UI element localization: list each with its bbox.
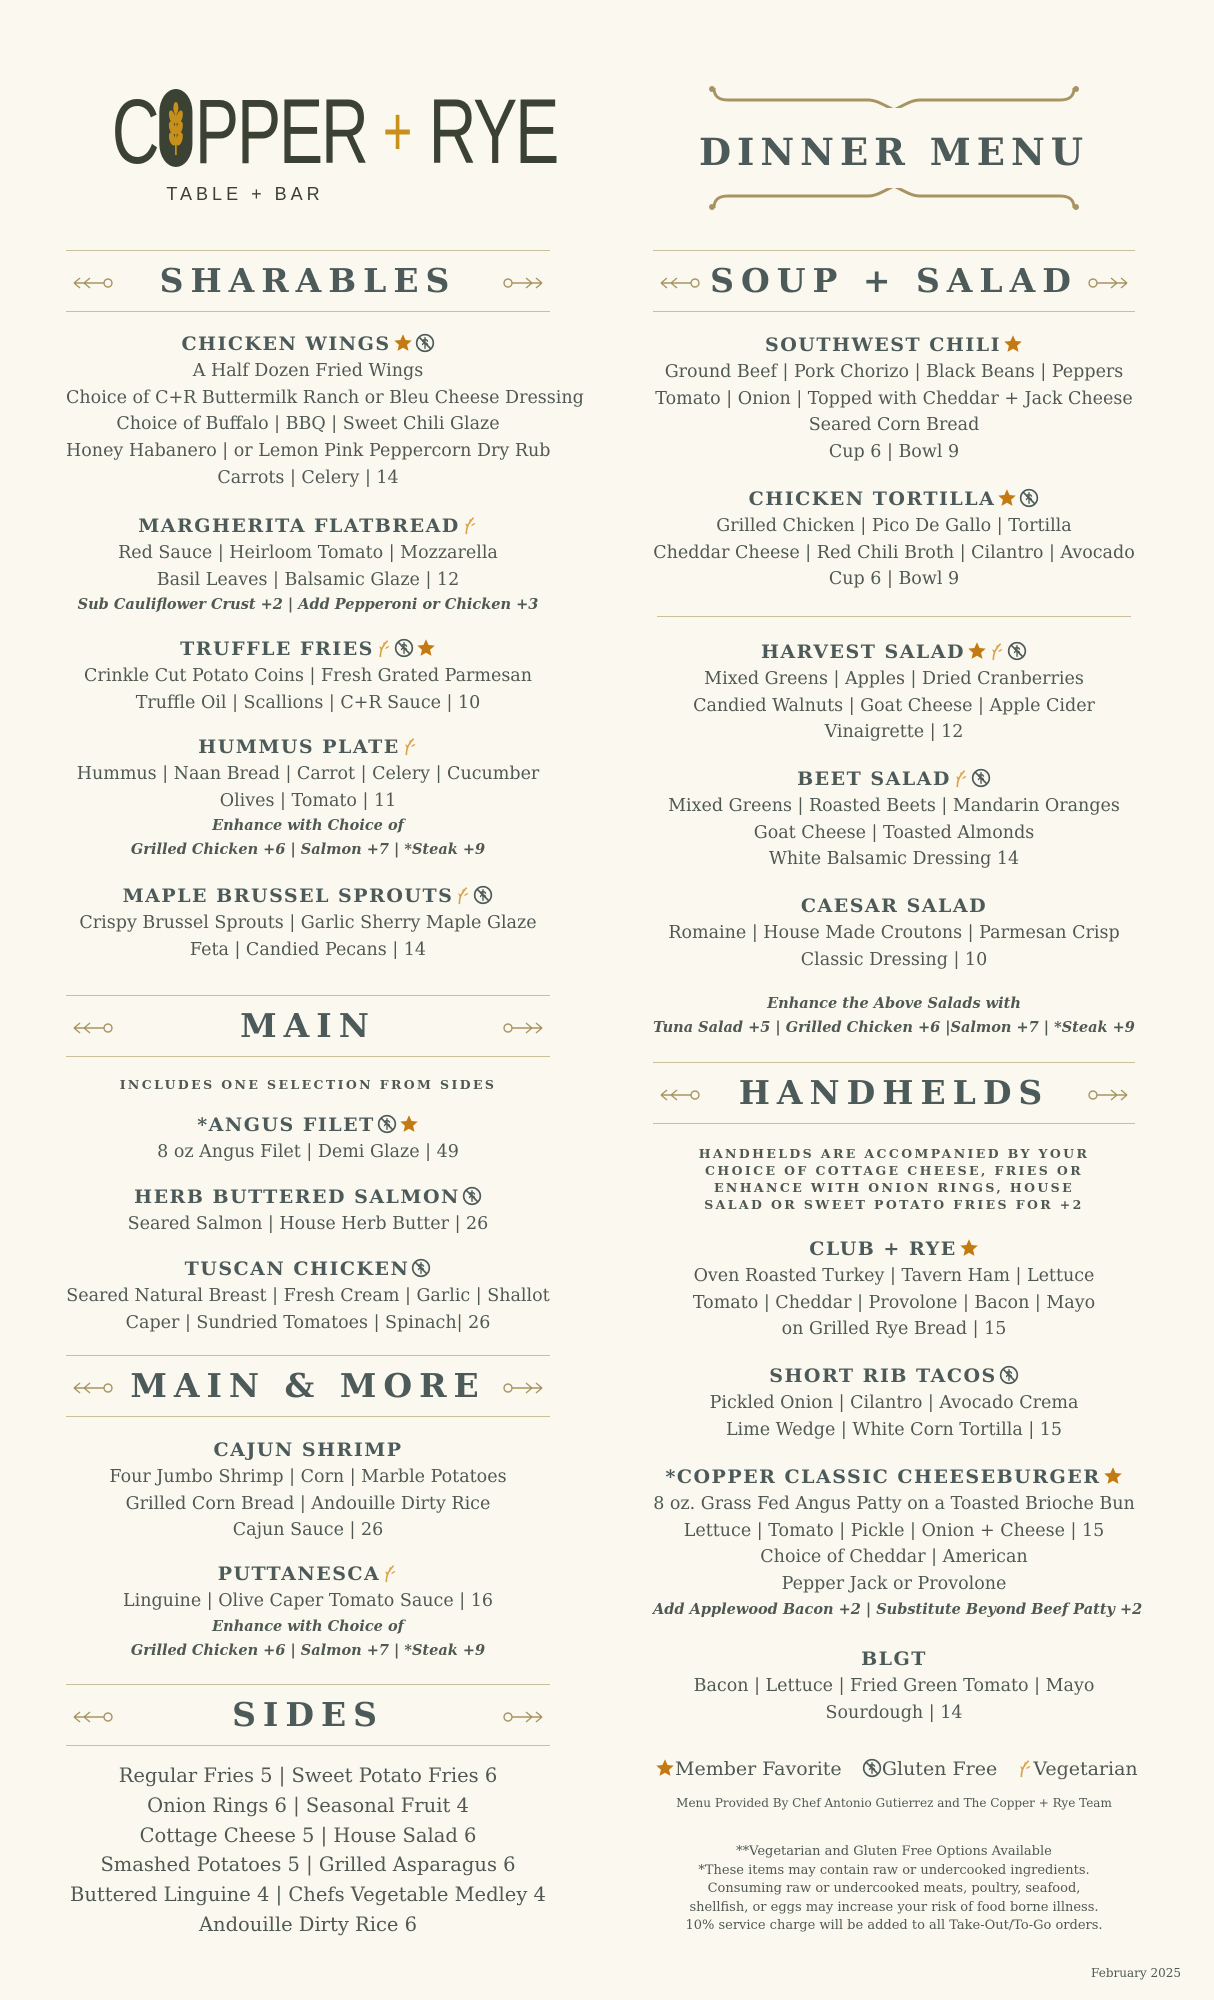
- gluten-free-icon: [411, 1258, 431, 1278]
- legend-favorite: Member Favorite: [675, 1758, 842, 1780]
- ornament-icon: [1085, 1087, 1129, 1106]
- item-desc: Choice of Cheddar | American: [760, 1547, 1028, 1568]
- item-desc: Red Sauce | Heirloom Tomato | Mozzarella: [118, 543, 498, 563]
- item-desc: Lime Wedge | White Corn Tortilla | 15: [725, 1419, 1063, 1440]
- menu-item-chicken-wings: [66, 330, 584, 492]
- section-title: HANDHELDS: [738, 1073, 1050, 1112]
- section-divider: [657, 616, 1131, 617]
- vegetarian-icon: [376, 638, 392, 658]
- icon-legend: [653, 1758, 1138, 1780]
- menu-item-caesar-salad: [653, 892, 1135, 973]
- item-name: TRUFFLE FRIES: [180, 638, 374, 660]
- menu-item-cajun-shrimp: [66, 1436, 550, 1544]
- icon-group: [997, 1365, 1019, 1387]
- item-name: BEET SALAD: [797, 768, 951, 790]
- gluten-free-icon: [971, 768, 991, 788]
- fine-print-line: 10% service charge will be added to all Take-Out/To-Go orders.: [685, 1918, 1103, 1933]
- item-desc: Seared Salmon | House Herb Butter | 26: [127, 1214, 489, 1234]
- item-desc: Sourdough | 14: [825, 1702, 963, 1723]
- star-icon: [967, 641, 987, 661]
- menu-item-copper-classic-cheeseburger: [653, 1463, 1143, 1622]
- item-desc: Bacon | Lettuce | Fried Green Tomato | Mayo: [693, 1676, 1095, 1696]
- item-desc: White Balsamic Dressing 14: [768, 849, 1020, 870]
- section-header-sides: [66, 1684, 550, 1746]
- menu-item-maple-brussel-sprouts: [66, 882, 550, 963]
- gluten-free-icon: [415, 333, 435, 353]
- icon-group: [460, 1186, 482, 1208]
- item-name: CLUB + RYE: [809, 1238, 957, 1260]
- section-header-handhelds: [653, 1062, 1135, 1124]
- section-header-main: [66, 995, 550, 1057]
- gluten-free-icon: [377, 1114, 397, 1134]
- wheat-icon: [160, 89, 193, 167]
- ornament-icon: [1085, 275, 1129, 294]
- gluten-free-icon: [462, 1186, 482, 1206]
- menu-item-margherita-flatbread: [66, 512, 550, 617]
- item-desc: Pickled Onion | Cilantro | Avocado Crema: [709, 1393, 1079, 1413]
- item-desc: Cajun Sauce | 26: [232, 1520, 384, 1541]
- ornament-icon: [72, 1020, 116, 1039]
- ornament-icon: [659, 1087, 703, 1106]
- item-name: CHICKEN WINGS: [181, 333, 391, 355]
- item-desc: A Half Dozen Fried Wings: [192, 361, 424, 381]
- ornament-icon: [500, 1380, 544, 1399]
- vegetarian-icon: [989, 641, 1005, 661]
- item-desc: Tomato | Cheddar | Provolone | Bacon | Mayo: [692, 1292, 1096, 1313]
- item-desc: Choice of C+R Buttermilk Ranch or Bleu Cheese Dressing: [66, 387, 584, 408]
- ornament-icon: [72, 1709, 116, 1728]
- flourish-top-icon: [704, 84, 1084, 108]
- vegetarian-icon: [1017, 1758, 1033, 1778]
- flourish-bottom-icon: [704, 188, 1084, 212]
- menu-item-tuscan-chicken: [66, 1255, 550, 1336]
- item-desc: Linguine | Olive Caper Tomato Sauce | 16: [122, 1591, 493, 1611]
- star-icon: [416, 638, 436, 658]
- section-header-soup-salad: [653, 250, 1135, 312]
- side-line: Buttered Linguine 4 | Chefs Vegetable Medley 4: [70, 1883, 546, 1907]
- section-title: MAIN & MORE: [130, 1366, 486, 1405]
- brand-tagline: TABLE + BAR: [166, 184, 324, 204]
- ornament-icon: [500, 275, 544, 294]
- item-name: HARVEST SALAD: [760, 641, 966, 663]
- menu-item-blgt: [653, 1645, 1135, 1726]
- star-icon: [655, 1758, 675, 1778]
- gluten-free-icon: [862, 1758, 882, 1778]
- side-line: Smashed Potatoes 5 | Grilled Asparagus 6: [100, 1853, 516, 1877]
- item-desc: Ground Beef | Pork Chorizo | Black Beans | Peppers: [664, 362, 1124, 382]
- menu-item-southwest-chili: [653, 331, 1135, 466]
- menu-item-truffle-fries: [66, 635, 550, 716]
- gluten-free-icon: [999, 1365, 1019, 1385]
- item-name: SHORT RIB TACOS: [769, 1365, 997, 1387]
- item-desc: Vinaigrette | 12: [824, 722, 964, 743]
- item-note: Sub Cauliflower Crust +2 | Add Pepperoni or Chicken +3: [77, 596, 539, 614]
- item-desc: Crispy Brussel Sprouts | Garlic Sherry Maple Glaze: [79, 913, 537, 933]
- item-note: Tuna Salad +5 | Grilled Chicken +6 |Salmon +7 | *Steak +9: [653, 1019, 1135, 1036]
- item-desc: on Grilled Rye Bread | 15: [781, 1319, 1007, 1340]
- item-name: TUSCAN CHICKEN: [184, 1258, 410, 1280]
- item-desc: Mixed Greens | Roasted Beets | Mandarin Oranges: [668, 796, 1120, 816]
- gluten-free-icon: [1007, 641, 1027, 661]
- fine-print-line: shellfish, or eggs may increase your risk of food borne illness.: [689, 1899, 1099, 1915]
- subtitle-line: SALAD OR SWEET POTATO FRIES FOR +2: [704, 1197, 1084, 1212]
- item-note: Enhance with Choice of: [212, 1617, 404, 1635]
- item-name: HERB BUTTERED SALMON: [134, 1186, 460, 1208]
- icon-group: [391, 333, 435, 355]
- section-title: SOUP + SALAD: [710, 261, 1078, 300]
- side-line: Cottage Cheese 5 | House Salad 6: [139, 1823, 477, 1847]
- item-desc: Caper | Sundried Tomatoes | Spinach| 26: [125, 1312, 491, 1333]
- item-name: BLGT: [861, 1648, 927, 1670]
- item-desc: Cup 6 | Bowl 9: [828, 569, 960, 590]
- chef-credit: Menu Provided By Chef Antonio Gutierrez and The Copper + Rye Team: [676, 1796, 1112, 1810]
- item-name: PUTTANESCA: [217, 1563, 381, 1585]
- subtitle-line: CHOICE OF COTTAGE CHEESE, FRIES OR: [705, 1163, 1083, 1178]
- icon-group: [1001, 334, 1023, 356]
- item-desc: 8 oz Angus Filet | Demi Glaze | 49: [157, 1142, 459, 1162]
- item-name: MAPLE BRUSSEL SPROUTS: [122, 885, 454, 907]
- item-desc: Choice of Buffalo | BBQ | Sweet Chili Glaze: [116, 414, 500, 435]
- icon-group: [995, 488, 1039, 510]
- icon-group: [375, 1114, 419, 1136]
- menu-item-chicken-tortilla: [653, 485, 1135, 593]
- section-subtitle: INCLUDES ONE SELECTION FROM SIDES: [119, 1077, 497, 1092]
- brand-wordmark: C PPER + RYE: [111, 81, 558, 183]
- item-name: *ANGUS FILET: [197, 1114, 375, 1136]
- gluten-free-icon: [1019, 488, 1039, 508]
- menu-item-angus-filet: [66, 1111, 550, 1166]
- item-desc: Feta | Candied Pecans | 14: [189, 939, 427, 960]
- item-name: CAJUN SHRIMP: [213, 1439, 403, 1461]
- item-desc: Mixed Greens | Apples | Dried Cranberries: [704, 669, 1084, 689]
- item-desc: Pepper Jack or Provolone: [781, 1574, 1007, 1595]
- item-desc: Goat Cheese | Toasted Almonds: [753, 822, 1035, 843]
- section-title: SIDES: [232, 1695, 384, 1734]
- icon-group: [1015, 1758, 1033, 1780]
- item-desc: Romaine | House Made Croutons | Parmesan Crisp: [668, 923, 1120, 943]
- legend-gluten-free: Gluten Free: [881, 1758, 998, 1780]
- icon-group: [380, 1563, 398, 1585]
- menu-title: DINNER MENU: [698, 130, 1090, 174]
- icon-group: [400, 736, 418, 758]
- item-desc: Classic Dressing | 10: [800, 949, 988, 970]
- item-desc: Seared Natural Breast | Fresh Cream | Garlic | Shallot: [66, 1286, 550, 1306]
- item-desc: Candied Walnuts | Goat Cheese | Apple Cider: [693, 695, 1095, 716]
- star-icon: [959, 1238, 979, 1258]
- salad-enhance-note: [653, 992, 1135, 1040]
- item-desc: Grilled Corn Bread | Andouille Dirty Rice: [125, 1493, 491, 1514]
- item-desc: Oven Roasted Turkey | Tavern Ham | Lettuce: [693, 1266, 1095, 1286]
- item-name: CHICKEN TORTILLA: [748, 488, 996, 510]
- item-name: CAESAR SALAD: [800, 895, 988, 917]
- item-desc: Tomato | Onion | Topped with Cheddar + Jack Cheese: [655, 388, 1133, 409]
- item-note: Enhance with Choice of: [212, 817, 404, 835]
- icon-group: [409, 1258, 431, 1280]
- item-name: SOUTHWEST CHILI: [765, 334, 1001, 356]
- icon-group: [951, 768, 991, 790]
- section-header-sharables: [66, 250, 550, 312]
- vegetarian-icon: [382, 1563, 398, 1583]
- icon-group: [1101, 1466, 1123, 1488]
- item-desc: Basil Leaves | Balsamic Glaze | 12: [156, 569, 460, 590]
- gluten-free-icon: [473, 885, 493, 905]
- item-desc: Hummus | Naan Bread | Carrot | Celery | Cucumber: [76, 764, 540, 784]
- item-desc: Crinkle Cut Potato Coins | Fresh Grated Parmesan: [83, 666, 533, 686]
- vegetarian-icon: [953, 768, 969, 788]
- ornament-icon: [72, 275, 116, 294]
- item-name: HUMMUS PLATE: [198, 736, 400, 758]
- menu-item-short-rib-tacos: [653, 1362, 1135, 1443]
- icon-group: [460, 515, 478, 537]
- item-desc: Truffle Oil | Scallions | C+R Sauce | 10: [135, 692, 481, 713]
- icon-group: [374, 638, 436, 660]
- ornament-icon: [500, 1709, 544, 1728]
- gluten-free-icon: [394, 638, 414, 658]
- star-icon: [997, 488, 1017, 508]
- vegetarian-icon: [455, 885, 471, 905]
- star-icon: [393, 333, 413, 353]
- side-line: Regular Fries 5 | Sweet Potato Fries 6: [118, 1764, 498, 1787]
- item-name: *COPPER CLASSIC CHEESEBURGER: [665, 1466, 1101, 1488]
- item-desc: Lettuce | Tomato | Pickle | Onion + Cheese | 15: [683, 1520, 1105, 1541]
- menu-item-puttanesca: [66, 1560, 550, 1663]
- menu-item-harvest-salad: [653, 638, 1135, 746]
- section-header-main-more: [66, 1355, 550, 1417]
- star-icon: [1103, 1466, 1123, 1486]
- brand-logo: [60, 81, 558, 205]
- section-title: MAIN: [240, 1006, 376, 1045]
- item-name: MARGHERITA FLATBREAD: [138, 515, 460, 537]
- item-desc: Olives | Tomato | 11: [219, 790, 397, 811]
- menu-item-hummus-plate: [66, 733, 550, 862]
- fine-print: [653, 1843, 1135, 1936]
- icon-group: [453, 885, 493, 907]
- menu-item-herb-buttered-salmon: [66, 1183, 550, 1238]
- item-desc: Four Jumbo Shrimp | Corn | Marble Potatoes: [109, 1467, 507, 1487]
- vegetarian-icon: [462, 515, 478, 535]
- item-note: Grilled Chicken +6 | Salmon +7 | *Steak +9: [130, 1641, 486, 1659]
- menu-item-club-rye: [653, 1235, 1135, 1343]
- fine-print-line: Consuming raw or undercooked meats, poultry, seafood,: [707, 1881, 1081, 1896]
- item-desc: 8 oz. Grass Fed Angus Patty on a Toasted Brioche Bun: [653, 1494, 1135, 1514]
- fine-print-line: **Vegetarian and Gluten Free Options Available: [736, 1844, 1052, 1859]
- vegetarian-icon: [402, 736, 418, 756]
- icon-group: [965, 641, 1027, 663]
- menu-item-beet-salad: [653, 765, 1135, 873]
- item-desc: Carrots | Celery | 14: [217, 467, 399, 488]
- ornament-icon: [72, 1380, 116, 1399]
- subtitle-line: ENHANCE WITH ONION RINGS, HOUSE: [713, 1180, 1075, 1195]
- star-icon: [399, 1114, 419, 1134]
- item-desc: Seared Corn Bread: [808, 415, 980, 436]
- icon-group: [957, 1238, 979, 1260]
- ornament-icon: [500, 1020, 544, 1039]
- item-desc: Cup 6 | Bowl 9: [828, 442, 960, 463]
- item-note: Grilled Chicken +6 | Salmon +7 | *Steak +9: [130, 841, 486, 859]
- subtitle-line: HANDHELDS ARE ACCOMPANIED BY YOUR: [698, 1146, 1090, 1161]
- legend-vegetarian: Vegetarian: [1033, 1758, 1138, 1780]
- item-note: Add Applewood Bacon +2 | Substitute Beyond Beef Patty +2: [653, 1600, 1143, 1618]
- menu-title-block: [653, 84, 1135, 216]
- sides-list: [66, 1761, 550, 1940]
- item-note: Enhance the Above Salads with: [767, 995, 1021, 1012]
- item-desc: Grilled Chicken | Pico De Gallo | Tortilla: [716, 516, 1072, 536]
- section-title: SHARABLES: [159, 261, 457, 300]
- side-line: Andouille Dirty Rice 6: [198, 1912, 418, 1936]
- handhelds-subtitle: [653, 1145, 1135, 1213]
- item-desc: Honey Habanero | or Lemon Pink Peppercorn Dry Rub: [66, 441, 551, 462]
- item-desc: Cheddar Cheese | Red Chili Broth | Cilantro | Avocado: [653, 542, 1135, 563]
- ornament-icon: [659, 275, 703, 294]
- menu-date: February 2025: [1091, 1966, 1181, 1980]
- fine-print-line: *These items may contain raw or undercooked ingredients.: [698, 1862, 1090, 1878]
- icon-group: [860, 1758, 882, 1780]
- side-line: Onion Rings 6 | Seasonal Fruit 4: [147, 1793, 469, 1817]
- icon-group: [653, 1758, 675, 1780]
- star-icon: [1003, 334, 1023, 354]
